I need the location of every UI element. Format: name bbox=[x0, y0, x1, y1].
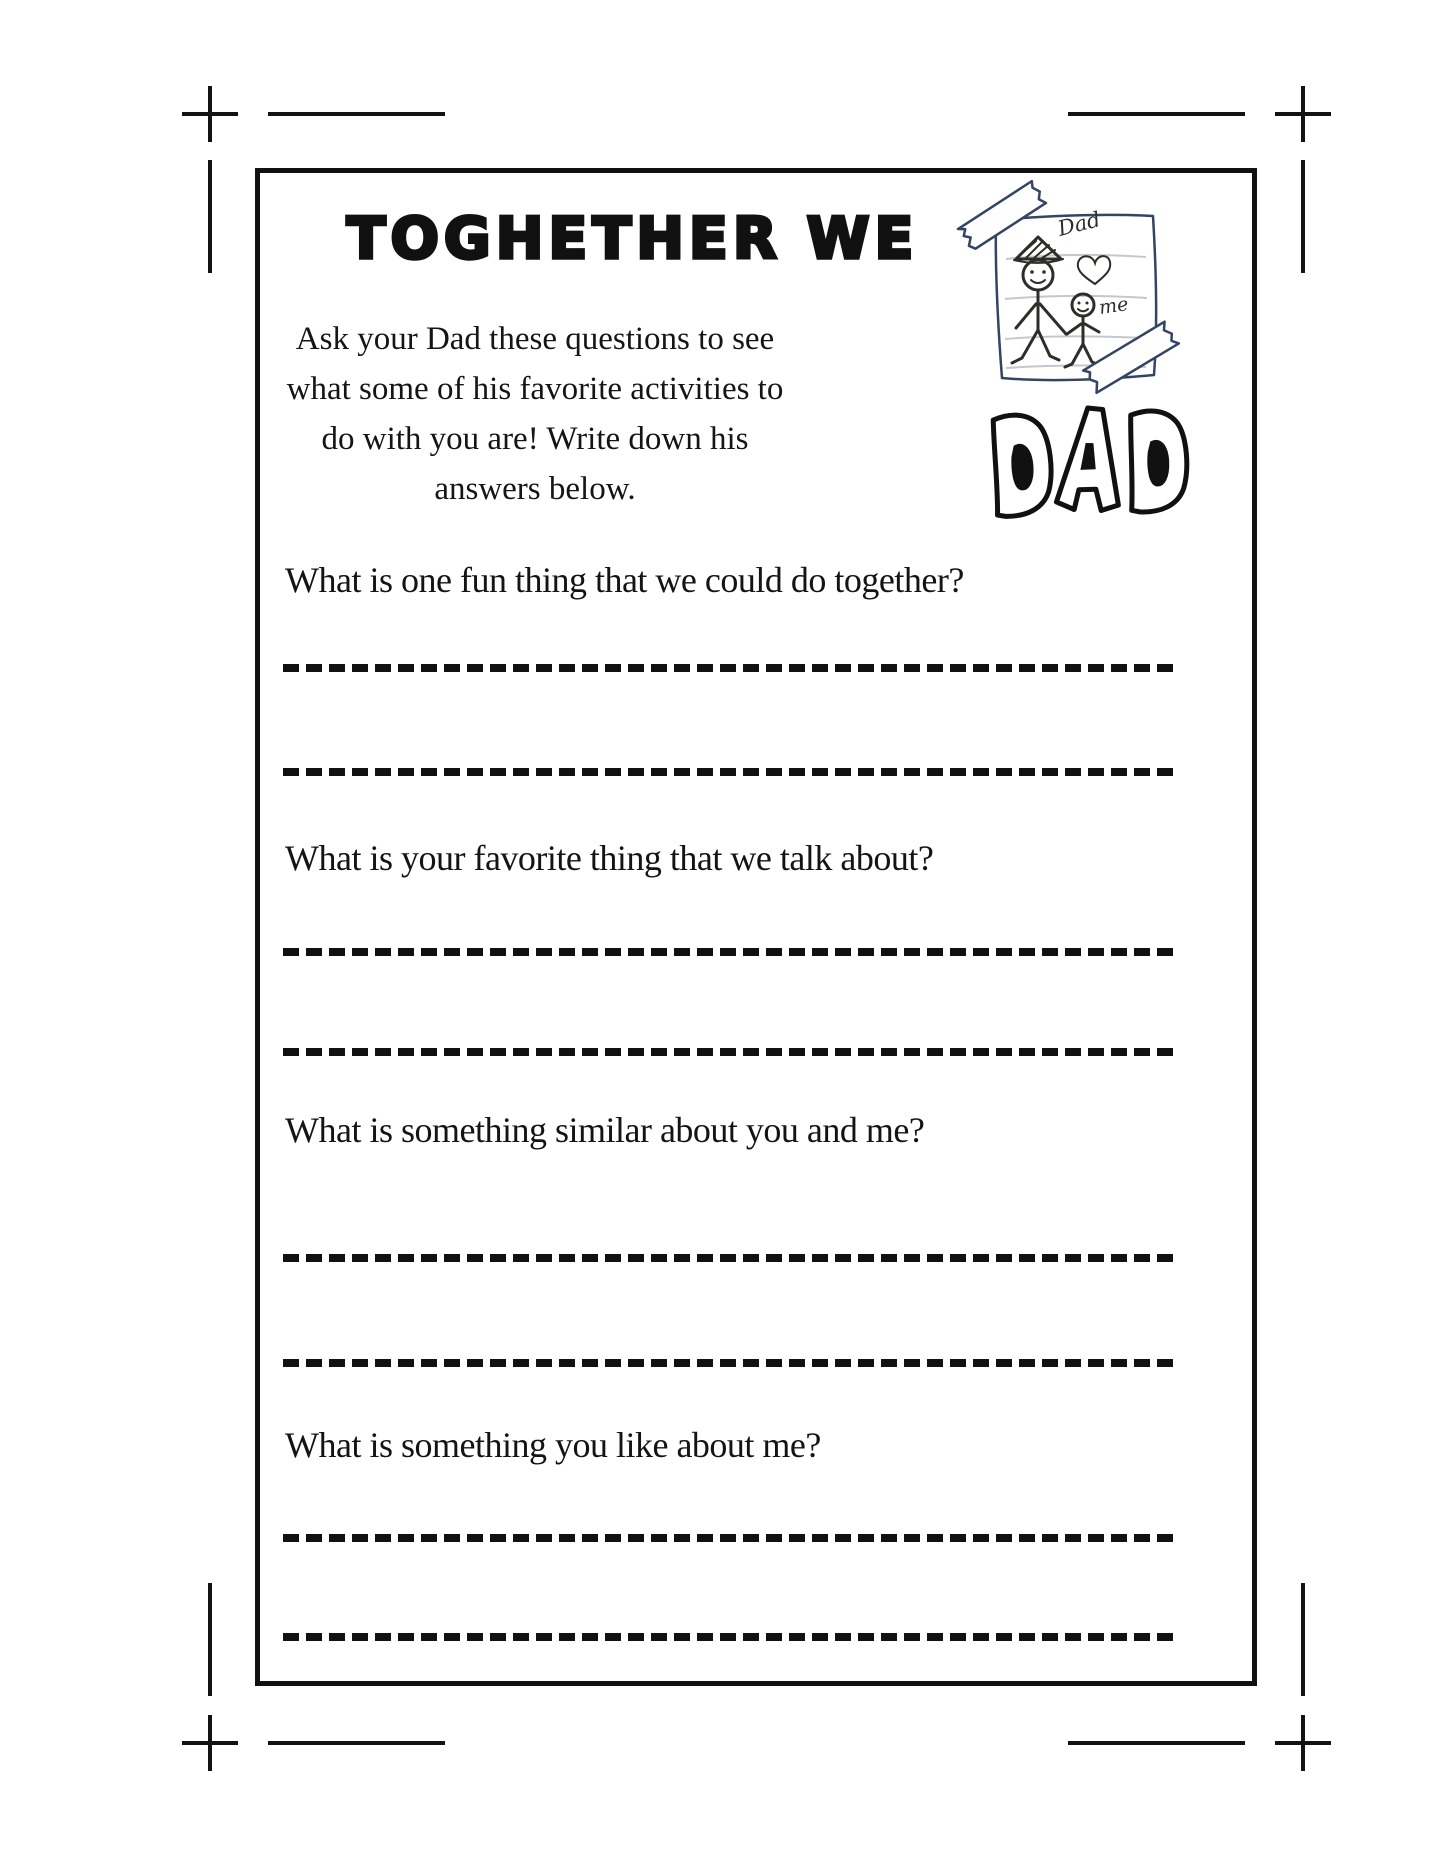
crop-mark-line-bottom-right bbox=[1068, 1741, 1245, 1745]
dad-caption: Dad bbox=[1055, 207, 1103, 241]
crop-mark-line-top-right bbox=[1301, 160, 1305, 273]
crop-mark-line-bottom-left bbox=[268, 1741, 445, 1745]
intro-line: Ask your Dad these questions to see bbox=[295, 321, 775, 357]
crop-mark-plus-bottom-left bbox=[208, 1715, 212, 1771]
crop-mark-plus-bottom-right bbox=[1301, 1715, 1305, 1771]
answer-line bbox=[283, 664, 1180, 672]
question-1: What is one fun thing that we could do together? bbox=[285, 560, 964, 600]
taped-photo-illustration bbox=[950, 162, 1230, 422]
question-3: What is something similar about you and me? bbox=[285, 1110, 925, 1150]
intro-text bbox=[260, 314, 810, 514]
crop-mark-line-bottom-left bbox=[208, 1583, 212, 1696]
answer-line bbox=[283, 768, 1180, 776]
bubble-letter-a bbox=[1056, 407, 1122, 511]
crop-mark-line-top-left bbox=[268, 112, 445, 116]
answer-line bbox=[283, 1359, 1180, 1367]
crop-mark-line-bottom-right bbox=[1301, 1583, 1305, 1696]
bubble-letter-d bbox=[1127, 409, 1190, 512]
answer-line bbox=[283, 1254, 1180, 1262]
question-2: What is your favorite thing that we talk about? bbox=[285, 838, 934, 878]
intro-line: answers below. bbox=[434, 471, 636, 507]
intro-line: what some of his favorite activities to bbox=[286, 371, 784, 407]
crop-mark-line-top-left bbox=[208, 160, 212, 273]
answer-line bbox=[283, 1534, 1180, 1542]
crop-mark-plus-top-left bbox=[208, 86, 212, 142]
bubble-letter-d bbox=[989, 412, 1055, 517]
me-caption: me bbox=[1097, 293, 1130, 319]
dad-bubble-word bbox=[985, 398, 1200, 523]
worksheet-title: TOGHETHER WE bbox=[346, 206, 919, 272]
question-4: What is something you like about me? bbox=[285, 1425, 821, 1465]
answer-line bbox=[283, 948, 1180, 956]
answer-line bbox=[283, 1633, 1180, 1641]
crop-mark-plus-top-right bbox=[1301, 86, 1305, 142]
crop-mark-line-top-right bbox=[1068, 112, 1245, 116]
answer-line bbox=[283, 1048, 1180, 1056]
intro-line: do with you are! Write down his bbox=[321, 421, 749, 457]
